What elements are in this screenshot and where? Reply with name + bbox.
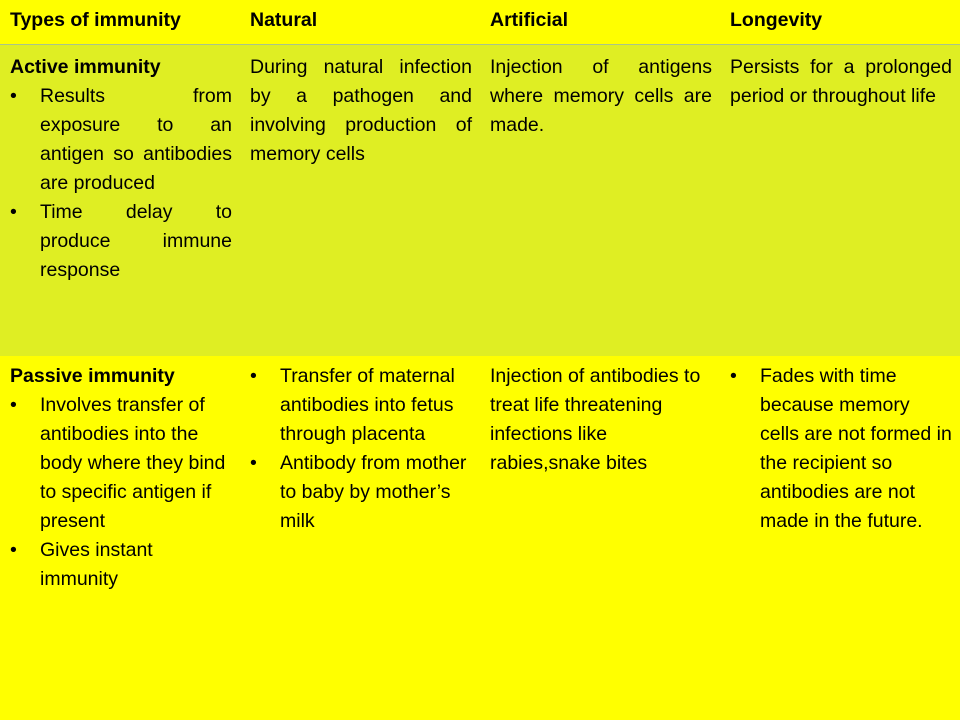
active-title: Active immunity	[10, 55, 161, 78]
header-artificial: Artificial	[480, 0, 720, 44]
active-bullet-list	[10, 82, 232, 285]
passive-natural-list	[250, 362, 472, 536]
header-natural: Natural	[240, 0, 480, 44]
active-bullet-1: • Results from exposure to an antigen so antibodies are produced	[10, 82, 232, 198]
passive-immunity-row	[0, 356, 960, 720]
passive-type-cell	[0, 356, 240, 720]
passive-longevity-list	[730, 362, 952, 536]
passive-bullet-list	[10, 391, 232, 594]
header-row	[0, 0, 960, 44]
passive-natural-bullet-2: • Antibody from mother to baby by mother’s milk	[250, 449, 472, 536]
active-bullet-2: • Time delay to produce immune response	[10, 198, 232, 285]
header-types: Types of immunity	[0, 0, 240, 44]
header-longevity: Longevity	[720, 0, 960, 44]
passive-natural-bullet-1: • Transfer of maternal antibodies into fetus through placenta	[250, 362, 472, 449]
active-natural-cell: During natural infection by a pathogen and involving production of memory cells	[250, 55, 472, 165]
active-type-cell	[0, 44, 240, 356]
passive-artificial-cell: Injection of antibodies to treat life threatening infections like rabies,snake bites	[490, 365, 701, 474]
passive-longevity-bullet-1: • Fades with time because memory cells are not formed in the recipient so antibodies are not made in the future.	[730, 362, 952, 536]
passive-bullet-1: • Involves transfer of antibodies into the body where they bind to specific antigen if present	[10, 391, 232, 536]
active-longevity-cell: Persists for a prolonged period or throughout life	[730, 55, 952, 107]
active-immunity-row	[0, 44, 960, 356]
passive-longevity-cell	[720, 356, 960, 720]
passive-title: Passive immunity	[10, 365, 175, 387]
passive-bullet-2: • Gives instant immunity	[10, 536, 232, 594]
passive-natural-cell	[240, 356, 480, 720]
active-artificial-cell: Injection of antigens where memory cells are made.	[490, 55, 712, 136]
